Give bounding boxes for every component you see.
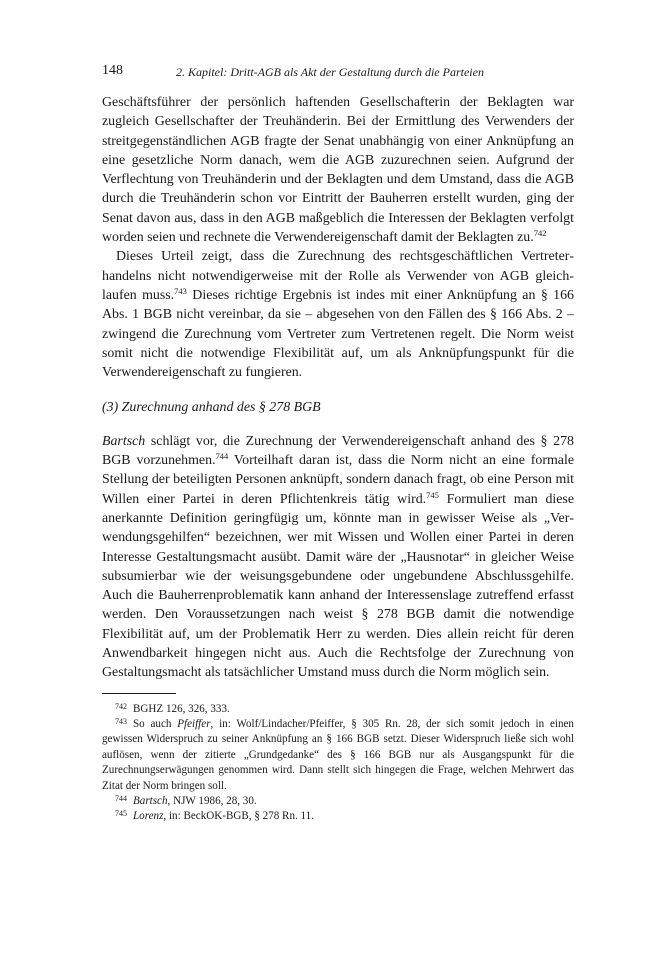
footnote-744: $^{744}$ Bartsch, NJW 1986, 28, 30.	[115, 794, 257, 808]
footnote-ref-742[interactable]: 742	[533, 228, 547, 239]
footnote-number: 745	[115, 809, 127, 819]
footnote-ref-745[interactable]: 745	[426, 489, 439, 500]
paragraph-2: Dieses Urteil zeigt, dass die Zurechnung des rechtsgeschäftlichen Vertreterhandelns nicht notwendigerweise mit der Rolle als Verwender von AGB gleichlaufen muss.$^{743}$ Dieses richtige Ergebnis ist indes mit einer Anknüpfung an § 166 Abs. 1 BGB nicht vereinbar, da sie – abgesehen von den Fällen des § 166 Abs. 2 – zwingend die Zurechnung vom Vertreter zum Vertretenen regelt. Die Norm weist somit nicht die notwendige Flexibilität auf, um als Anknüpfungspunkt für die Verwendereigenschaft zu fungieren.	[102, 249, 575, 381]
footnote-number: 742	[115, 701, 127, 711]
running-head	[102, 60, 574, 82]
footnote-745: $^{745}$ Lorenz, in: BeckOK-BGB, § 278 Rn. 11.	[115, 809, 315, 823]
paragraph-1: Geschäftsführer der persönlich haftenden Gesellschafterin der Beklagten war zugleich Gesellschafter der Treuhänderin. Bei der Ermittlung des Verwenders der streitgegenständlichen AGB fragte der Senat unabhängig von einer Anknüpfung an eine gesetzliche Norm danach, wem die AGB zuzurechnen seien. Aufgrund der Verflechtung von Treuhänderin und der Beklagten und dem Umstand, dass die AGB durch die Treuhänderin schon vor Eintritt der Bauherren erstellt wurden, ging der Senat davon aus, dass in den AGB maßgeblich die Interessen der Beklagten verfolgt worden seien und rechnete die Verwendereigenschaft damit der Beklagten zu.$^{742}$	[102, 95, 574, 246]
footnote-ref-744[interactable]: 744	[215, 451, 229, 462]
author-name: Bartsch	[102, 433, 146, 449]
footnote-742: $^{742}$ BGHZ 126, 326, 333.	[115, 701, 230, 715]
running-title: 2. Kapitel: Dritt-AGB als Akt der Gestaltung durch die Parteien	[176, 65, 484, 79]
body-text	[102, 93, 574, 683]
author-name: Lorenz	[133, 810, 164, 823]
footnote-number: 743	[115, 717, 127, 727]
footnote-divider	[102, 693, 176, 694]
footnote-743: $^{743}$ So auch Pfeiffer, in: Wolf/Lindacher/Pfeiffer, § 305 Rn. 28, der sich somit jedoch in einen gewissen Widerspruch zu seiner Anknüpfung an § 166 BGB setzt. Dieser Widerspruch ließe sich wohl auflösen, wenn der zitierte „Grundgedanke“ des § 166 BGB nur als Ausgangspunkt für die Zurechnungserwägungen genommen wird. Dann stellt sich hingegen die Frage, welchen Mehrwert das Zitat der Norm bringen soll.	[102, 717, 574, 792]
footnote-number: 744	[115, 794, 127, 804]
author-name: Pfeiffer	[177, 718, 211, 731]
book-page	[102, 60, 574, 825]
footnote-ref-743[interactable]: 743	[174, 285, 187, 296]
section-heading: (3) Zurechnung anhand des § 278 BGB	[102, 400, 321, 416]
author-name: Bartsch	[133, 795, 168, 808]
page-number: 148	[102, 63, 123, 78]
footnotes	[102, 702, 574, 825]
paragraph-3: Bartsch schlägt vor, die Zurechnung der Verwendereigenschaft anhand des § 278 BGB vorzunehmen.$^{744}$ Vorteilhaft daran ist, dass die Norm nicht an eine formale Stellung der beteiligten Personen anknüpft, sondern danach fragt, ob eine Person mit Willen einer Partei in deren Pflichtenkreis tätig wird.$^{745}$ Formuliert man diese anerkannte Definition geringfügig um, könnte man in gewisser Weise als „Verwendungsgehilfen“ bezeichnen, wer mit Wissen und Wollen einer Partei in deren Interesse Gestaltungsmacht ausübt. Damit wäre der „Hausnotar“ in gleicher Weise subsumierbar wie der weisungsgebundene oder ungebundene Abschlussgehilfe. Auch die Bauherrenproblematik kann anhand der Interessenslage zutreffend erfasst werden. Den Voraussetzungen nach weist § 278 BGB damit die notwendige Flexibilität auf, um der Problematik Herr zu werden. Dies allein reicht für deren Anwendbarkeit hingegen nicht aus. Auch die Rechtsfolge der Zurechnung von Gestaltungsmacht als tatsächlicher Umstand muss durch die Norm möglich sein.	[102, 433, 574, 681]
